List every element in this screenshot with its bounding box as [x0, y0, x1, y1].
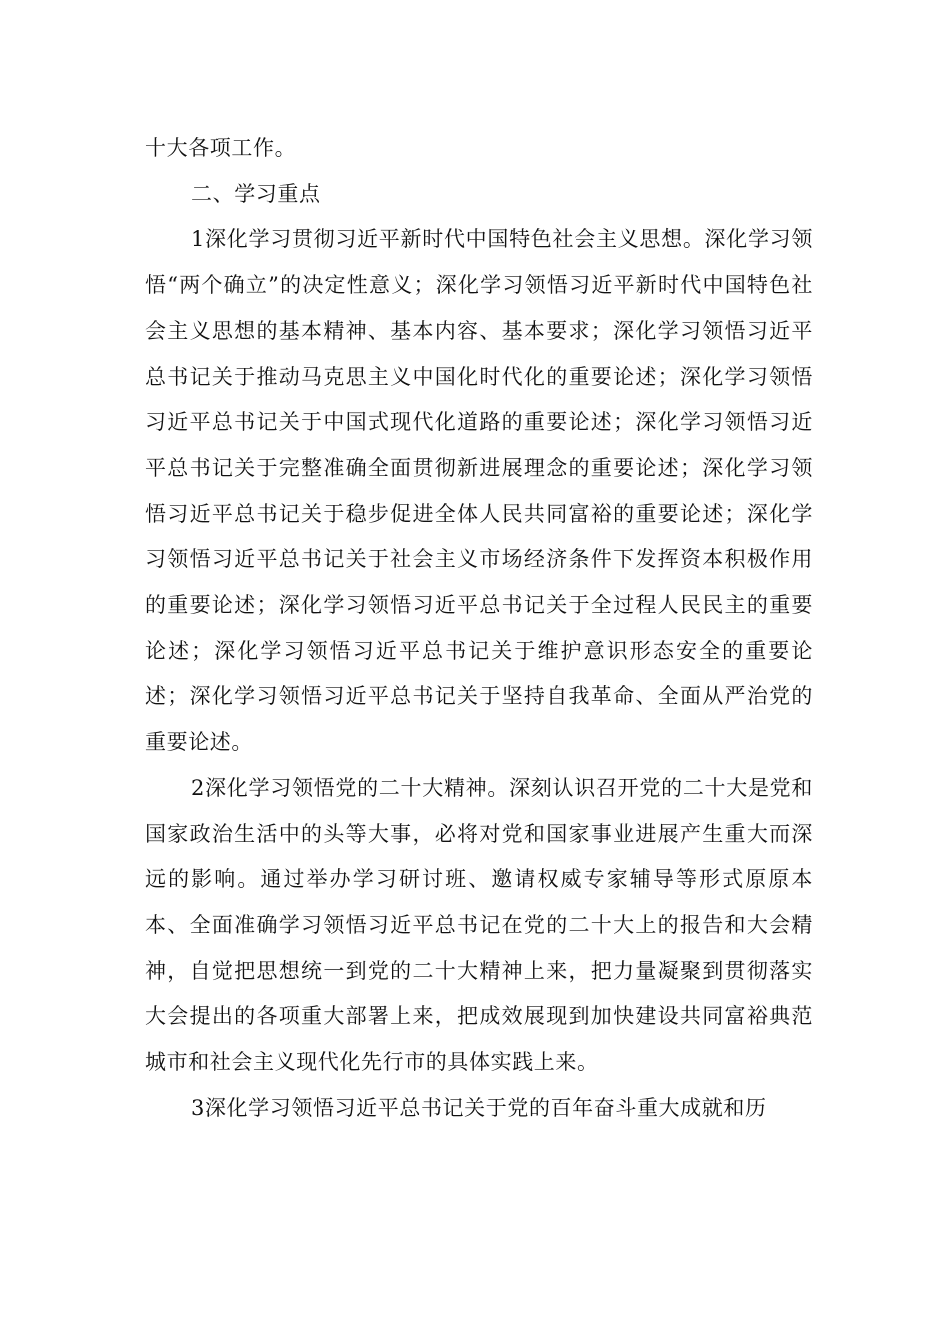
- paragraph-item-3: 3深化学习领悟习近平总书记关于党的百年奋斗重大成就和历: [191, 1095, 767, 1120]
- section-heading: 二、学习重点: [191, 181, 321, 206]
- paragraph-item-2: 2深化学习领悟党的二十大精神。深刻认识召开党的二十大是党和国家政治生活中的头等大事，必将对党和国家事业进展产生重大而深远的影响。通过举办学习研讨班、邀请权威专家辅导等形式原原本本、全面准确学习领悟习近平总书记在党的二十大上的报告和大会精神，自觉把思想统一到党的二十大精神上来，把力量凝聚到贯彻落实大会提出的各项重大部署上来，把成效展现到加快建设共同富裕典范城市和社会主义现代化先行市的具体实践上来。: [145, 775, 813, 1075]
- paragraph-continuation: 十大各项工作。: [145, 136, 297, 160]
- paragraph-item-1: 1深化学习贯彻习近平新时代中国特色社会主义思想。深化学习领悟“两个确立”的决定性意义；深化学习领悟习近平新时代中国特色社会主义思想的基本精神、基本内容、基本要求；深化学习领悟习近平总书记关于推动马克思主义中国化时代化的重要论述；深化学习领悟习近平总书记关于中国式现代化道路的重要论述；深化学习领悟习近平总书记关于完整准确全面贯彻新进展理念的重要论述；深化学习领悟习近平总书记关于稳步促进全体人民共同富裕的重要论述；深化学习领悟习近平总书记关于社会主义市场经济条件下发挥资本积极作用的重要论述；深化学习领悟习近平总书记关于全过程人民民主的重要论述；深化学习领悟习近平总书记关于维护意识形态安全的重要论述；深化学习领悟习近平总书记关于坚持自我革命、全面从严治党的重要论述。: [145, 227, 813, 755]
- document-body: [145, 126, 813, 1131]
